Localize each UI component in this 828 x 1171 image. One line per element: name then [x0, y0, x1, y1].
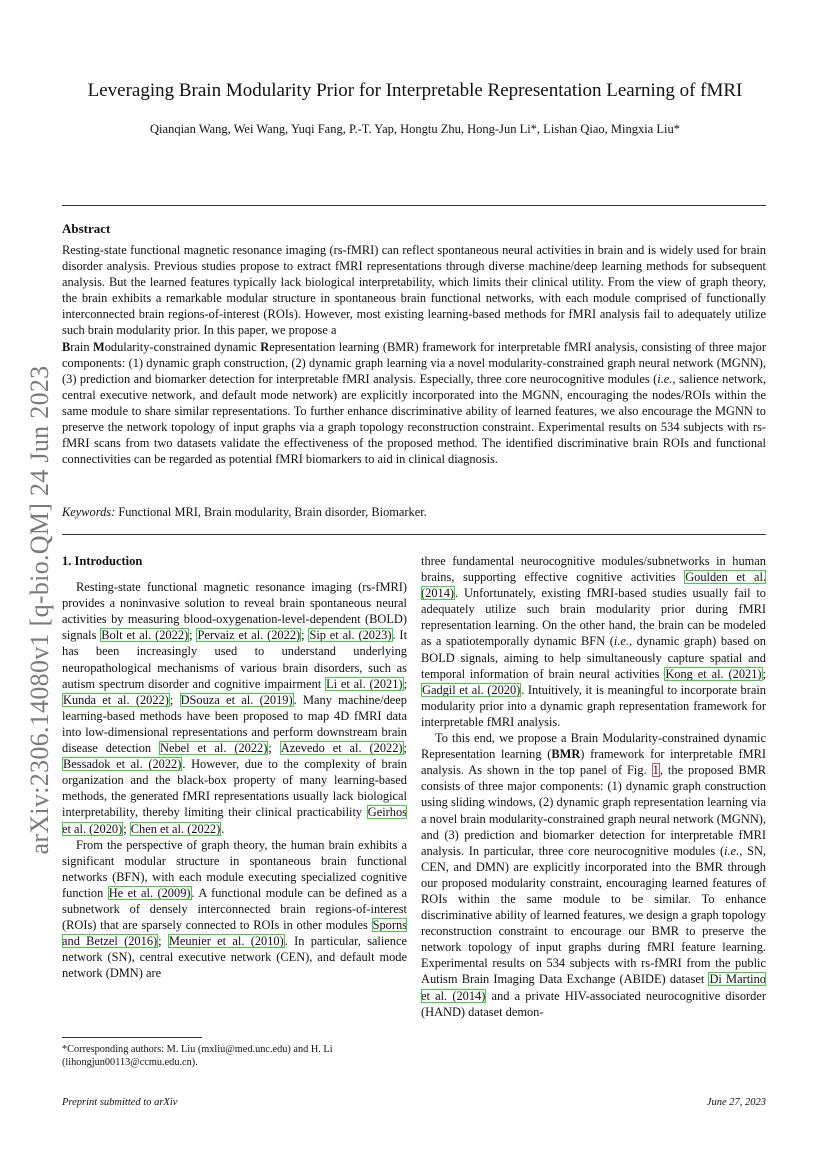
intro-p4-text: To this end, we propose a Brain Modularity-constrained dynamic Representation learning ( — [421, 731, 766, 762]
footnote-rule — [62, 1037, 202, 1038]
citation-link[interactable]: Nebel et al. (2022) — [160, 741, 268, 756]
intro-p2-text: . A functional module can be defined as a subnetwork of densely interconnected brain regions-of-interest (ROIs) that are sparsely connected to ROIs in other modules — [62, 885, 407, 933]
citation-separator: ; — [169, 692, 180, 707]
section-heading-introduction: 1. Introduction — [62, 554, 143, 568]
keywords-text: Functional MRI, Brain modularity, Brain disorder, Biomarker. — [118, 505, 427, 519]
intro-p4-text: ) framework for interpretable fMRI analysis. As shown in the top panel of Fig. — [421, 747, 766, 778]
intro-paragraph-4 — [421, 730, 766, 1020]
arxiv-identifier-text: arXiv:2306.14080v1 [q-bio.QM] 24 Jun 2023 — [25, 365, 54, 855]
abstract-ie: i.e. — [657, 371, 673, 386]
intro-p1-text: Resting-state functional magnetic resonance imaging (rs-fMRI) provides a noninvasive solution to reveal brain spontaneous neural activities by measuring blood-oxygenation-level-dependent (BOLD) signals — [62, 580, 407, 643]
abstract-heading: Abstract — [62, 221, 111, 236]
intro-p1-text: . — [221, 821, 225, 836]
intro-p3-text: three fundamental neurocognitive modules/subnetworks in human brains, supporting effective cognitive activities — [421, 554, 766, 585]
abstract-text-2: epresentation learning (BMR) framework for interpretable fMRI analysis, consisting of three major components: (1) dynamic graph construction, (2) dynamic graph learning via a novel modularity-constrained graph neural network (MGNN), (3) prediction and biomarker detection for interpretable fMRI analysis. Especially, three core neurocognitive modules ( — [62, 339, 766, 386]
citation-link[interactable]: Kunda et al. (2022) — [63, 692, 169, 707]
citation-link[interactable]: Azevedo et al. (2022) — [280, 741, 403, 756]
intro-p4-text: , the proposed BMR consists of three major components: (1) dynamic graph construction using sliding windows, (2) dynamic graph representation learning via a novel brain modularity-constrained graph neural network (MGNN), and (3) prediction and biomarker detection for interpretable fMRI analysis. In particular, three core neurocognitive modules ( — [421, 763, 766, 858]
citation-separator: ; — [301, 628, 309, 643]
citation-link[interactable]: Sporns and Betzel (2016) — [62, 918, 407, 949]
abstract-text-3: , salience network, central executive network, and default mode network) are explicitly incorporated into the MGNN, encouraging the nodes/ROIs within the same module to share similar representations. To further enhance discriminative ability of learned features, we also encourage the MGNN to preserve the network topology of input graphs via a graph topology reconstruction constraint. Experimental results on 534 subjects with rs-fMRI scans from two datasets validate the effectiveness of the proposed method. The identified discriminative brain ROIs and functional connectivities can be regarded as potential fMRI biomarkers to aid in clinical diagnosis. — [62, 371, 766, 467]
abstract-bold-b: B — [62, 339, 71, 354]
citation-link[interactable]: Meunier et al. (2010) — [168, 934, 284, 949]
intro-p1-text: . However, due to the complexity of brain organization and the black-box property of many learning-based methods, the generated fMRI representations usually lack biological interpretability, thereby limiting their clinical practicability — [62, 757, 407, 820]
intro-p2-text: . In particular, salience network (SN), central executive network (CEN), and default mode network (DMN) are — [62, 934, 407, 981]
citation-link[interactable]: Chen et al. (2022) — [130, 821, 221, 836]
citation-separator: ; — [403, 676, 408, 691]
footer-preprint-note: Preprint submitted to arXiv — [62, 1097, 178, 1108]
abstract-body — [62, 242, 766, 467]
intro-p3-text: . Intuitively, it is meaningful to incorporate brain modularity prior into a dynamic graph representation framework for interpretable fMRI analysis. — [421, 682, 766, 729]
author-list: Qianqian Wang, Wei Wang, Yuqi Fang, P.-T. Yap, Hongtu Zhu, Hong-Jun Li*, Lishan Qiao, Mingxia Liu* — [150, 122, 680, 136]
intro-p1-text: . Many machine/deep learning-based methods have been proposed to map 4D fMRI data into low-dimensional representations and perform downstream brain disease detection — [62, 692, 407, 756]
citation-separator: ; — [123, 821, 130, 836]
abstract-text-1: Resting-state functional magnetic resonance imaging (rs-fMRI) can reflect spontaneous neural activities in brain and is widely used for brain disorder analysis. Previous studies propose to extract fMRI representations through diverse machine/deep learning methods for subsequent analysis. But the learned features typically lack biological interpretability, which limits their clinical utility. From the view of graph theory, the brain exhibits a remarkable modular structure in spontaneous brain functional networks, with each module comprised of functionally interconnected brain regions-of-interest (ROIs). However, most existing learning-based methods for fMRI analysis fail to adequately utilize such brain modularity prior. In this paper, we propose a — [62, 243, 766, 338]
intro-p4-text: and a private HIV-associated neurocognitive disorder (HAND) dataset demon- — [421, 988, 766, 1019]
keywords-label: Keywords: — [62, 505, 116, 519]
corresponding-author-footnote: *Corresponding authors: M. Liu (mxliu@med.unc.edu) and H. Li (lihongjun00113@ccmu.edu.cn). — [62, 1044, 333, 1068]
abstract-text-t2: odularity-constrained dynamic — [104, 339, 261, 354]
citation-link[interactable]: Goulden et al. (2014) — [421, 570, 766, 601]
intro-p3-text: , dynamic graph) based on BOLD signals, aiming to help simultaneously capture spatial and temporal information of brain neural activities — [421, 634, 766, 681]
figure-reference-link[interactable]: 1 — [652, 763, 659, 778]
left-column — [62, 553, 407, 981]
citation-link[interactable]: He et al. (2009) — [108, 885, 191, 900]
abstract-text-t1: rain — [70, 339, 93, 354]
citation-link[interactable]: Gadgil et al. (2020) — [422, 682, 521, 697]
citation-separator: ; — [158, 934, 168, 949]
paper-title: Leveraging Brain Modularity Prior for Interpretable Representation Learning of fMRI — [87, 80, 743, 101]
intro-ie: i.e. — [724, 843, 740, 858]
citation-link[interactable]: DSouza et al. (2019) — [180, 692, 293, 707]
abstract-bold-r: R — [260, 339, 270, 354]
citation-link[interactable]: Sip et al. (2023) — [309, 628, 392, 643]
intro-ie: i.e. — [613, 634, 629, 649]
citation-separator: ; — [762, 666, 767, 681]
citation-link[interactable]: Li et al. (2021) — [326, 676, 403, 691]
abstract-bold-m: M — [93, 339, 105, 354]
right-column — [421, 553, 766, 1020]
intro-paragraph-2 — [62, 837, 407, 982]
citation-link[interactable]: Di Martino et al. (2014) — [421, 972, 766, 1003]
citation-link[interactable]: Pervaiz et al. (2022) — [197, 628, 301, 643]
intro-paragraph-3 — [421, 553, 766, 730]
arxiv-side-identifier — [20, 340, 60, 880]
abstract-top-rule — [62, 205, 766, 206]
keywords-line — [62, 505, 766, 520]
intro-p4-text: , SN, CEN, and DMN) are explicitly incorporated into the BMR through our proposed modularity constraint, encouraging learned features of ROIs within the same module to be similar. To enhance discriminative ability of learned features, we design a graph topology reconstruction constraint to encourage our BMR to preserve the network topology of input graphs during fMRI feature learning. Experimental results on 534 subjects with rs-fMRI from the public Autism Brain Imaging Data Exchange (ABIDE) dataset — [421, 843, 767, 987]
intro-paragraph-1 — [62, 579, 407, 837]
footer-date: June 27, 2023 — [706, 1097, 766, 1108]
citation-link[interactable]: Bolt et al. (2022) — [101, 628, 189, 643]
citation-link[interactable]: Bessadok et al. (2022) — [63, 757, 182, 772]
citation-link[interactable]: Geirhos et al. (2020) — [62, 805, 407, 836]
citation-link[interactable]: Kong et al. (2021) — [665, 666, 762, 681]
citation-separator: ; — [268, 741, 280, 756]
citation-separator: ; — [189, 628, 197, 643]
intro-p2-text: From the perspective of graph theory, the human brain exhibits a significant modular structure in spontaneous brain functional networks (BFN), with each module executing specialized cognitive function — [62, 837, 407, 900]
intro-p1-text: . It has been increasingly used to understand underlying neuropathological mechanisms of various brain disorders, such as autism spectrum disorder and cognitive impairment — [62, 628, 408, 691]
citation-separator: ; — [403, 741, 407, 756]
abstract-bottom-rule — [62, 534, 766, 535]
intro-p3-text: . Unfortunately, existing fMRI-based studies usually fail to adequately utilize such brain modularity prior during fMRI representation learning. On the other hand, the brain can be modeled as a spatiotemporally dynamic BFN ( — [421, 586, 766, 649]
bmr-acronym: BMR — [551, 747, 581, 762]
